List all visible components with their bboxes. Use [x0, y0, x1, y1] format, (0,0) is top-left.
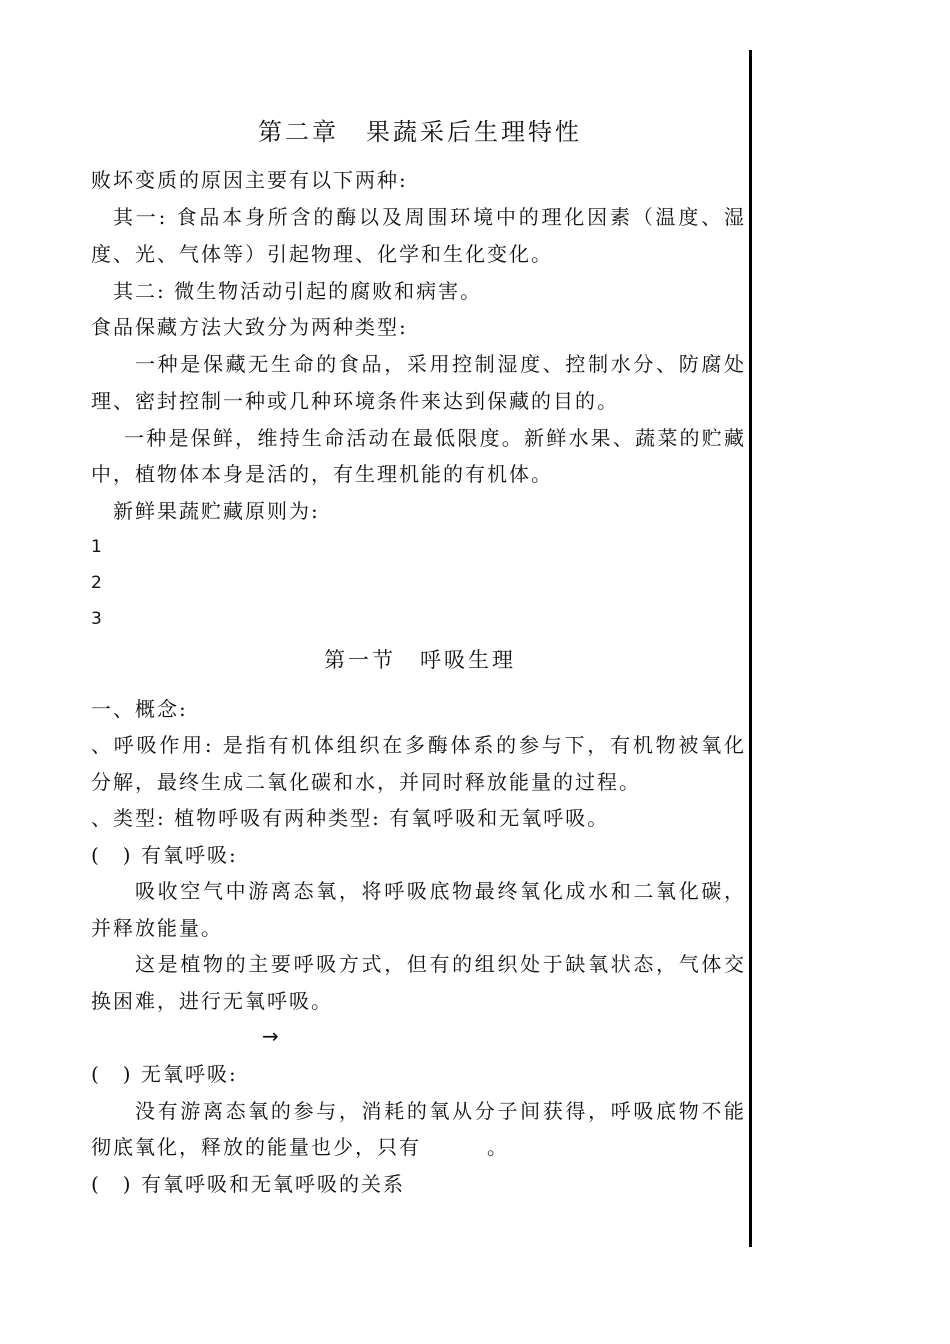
paragraph-line: 新鲜果蔬贮藏原则为:	[113, 499, 320, 523]
paragraph-line: 并释放能量。	[91, 916, 223, 940]
paragraph-line: ( ) 有氧呼吸:	[91, 843, 238, 867]
paragraph-line: 其一: 食品本身所含的酶以及周围环境中的理化因素（温度、湿	[113, 205, 746, 229]
paragraph-line: 一、概念:	[91, 697, 188, 721]
paragraph-line: 彻底氧化，释放的能量也少，只有 。	[91, 1135, 509, 1159]
paragraph-line: 没有游离态氧的参与，消耗的氧从分子间获得，呼吸底物不能	[135, 1099, 746, 1123]
paragraph-line: 、呼吸作用: 是指有机体组织在多酶体系的参与下，有机物被氧化	[91, 733, 746, 757]
reaction-arrow: →	[262, 1024, 279, 1048]
paragraph-line: 败坏变质的原因主要有以下两种:	[91, 168, 408, 192]
chapter-title: 第二章 果蔬采后生理特性	[258, 118, 582, 146]
paragraph-line: 度、光、气体等）引起物理、化学和生化变化。	[91, 242, 553, 266]
paragraph-line: 中，植物体本身是活的，有生理机能的有机体。	[91, 462, 553, 486]
paragraph-line: 其二: 微生物活动引起的腐败和病害。	[113, 279, 483, 303]
paragraph-line: 换困难，进行无氧呼吸。	[91, 989, 333, 1013]
paragraph-line: 吸收空气中游离态氧，将呼吸底物最终氧化成水和二氧化碳，	[135, 879, 746, 903]
list-number: 3	[91, 609, 102, 629]
paragraph-line: 一种是保藏无生命的食品，采用控制湿度、控制水分、防腐处	[135, 352, 746, 376]
paragraph-line: 一种是保鲜，维持生命活动在最低限度。新鲜水果、蔬菜的贮藏	[124, 426, 746, 450]
list-number: 1	[91, 537, 102, 557]
paragraph-line: ( ) 无氧呼吸:	[91, 1062, 238, 1086]
paragraph-line: 理、密封控制一种或几种环境条件来达到保藏的目的。	[91, 389, 619, 413]
paragraph-line: ( ) 有氧呼吸和无氧呼吸的关系	[91, 1172, 405, 1196]
paragraph-line: 分解，最终生成二氧化碳和水，并同时释放能量的过程。	[91, 770, 641, 794]
section-title: 第一节 呼吸生理	[324, 648, 516, 672]
list-number: 2	[91, 573, 102, 593]
paragraph-line: 食品保藏方法大致分为两种类型:	[91, 315, 408, 339]
paragraph-line: 这是植物的主要呼吸方式，但有的组织处于缺氧状态，气体交	[135, 952, 746, 976]
paragraph-line: 、类型: 植物呼吸有两种类型: 有氧呼吸和无氧呼吸。	[91, 806, 610, 830]
